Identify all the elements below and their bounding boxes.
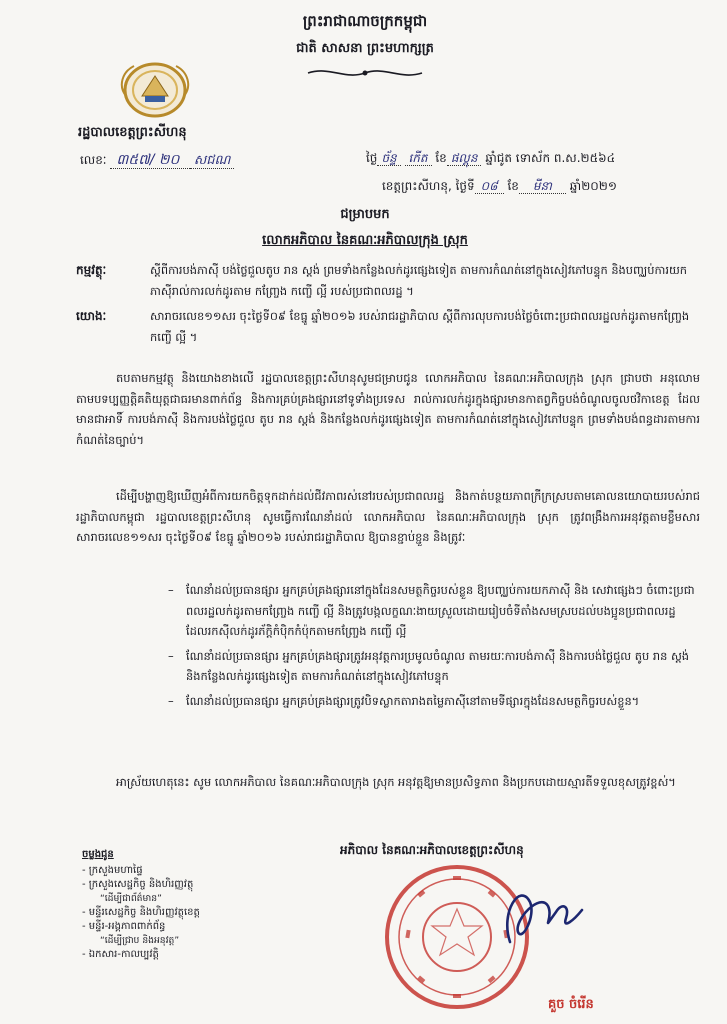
body-paragraph-2: ដើម្បីបង្ហាញឱ្យឃើញអំពីការយកចិត្តទុកដាក់ដល់ជីវភាពរស់នៅរបស់ប្រជាពលរដ្ឋ និងកាត់បន្ថយភាពក្រីក្រស្របតាមគោលនយោបាយរបស់រាជរដ្ឋាភិបាលកម្ពុជា រដ្ឋបាលខេត្តព្រះសីហនុ សូមធ្វើការណែនាំដល់ លោកអភិបាល នៃគណៈអភិបាលក្រុង ស្រុក ត្រូវពង្រឹងការអនុវត្តតាមខ្លឹមសារសារាចរលេខ១១សរ ចុះថ្ងៃទី០៩ ខែធ្នូ ឆ្នាំ២០១៦ របស់រាជរដ្ឋាភិបាល ឱ្យបានខ្ជាប់ខ្ជួន និងត្រូវៈ: [76, 489, 700, 544]
reference-text: សារាចរលេខ១១សរ ចុះថ្ងៃទី០៩ ខែធ្នូ ឆ្នាំ២០១៦ របស់រាជរដ្ឋាភិបាល ស្តីពីការលុបការបង់ថ្លៃចំពោះប្រជាពលរដ្ឋលក់ដូរតាមកញ្ច្រែង កញ្ចើ ល្អី ។: [150, 309, 690, 344]
national-motto: ជាតិ សាសនា ព្រះមហាក្សត្រ: [296, 41, 434, 56]
kingdom-title: ព្រះរាជាណាចក្រកម្ពុជា: [302, 12, 428, 30]
reference-number: [80, 150, 234, 171]
copies-title: ចម្លងជូន: [82, 849, 114, 860]
reference-value: ៣៥៧/ ២០: [110, 152, 189, 169]
lunar-day: ច័ន្ទ: [377, 151, 400, 166]
solar-date-line: ខេត្តព្រះសីហនុ, ថ្ងៃទី ០៨ ខែ មីនា ឆ្នាំ២០២១: [382, 179, 617, 193]
list-item: – ណែនាំដល់ប្រធានផ្សារ អ្នកគ្រប់គ្រងផ្សារត្រូវបិទស្លាកតារាងតម្លៃភាស៊ីនៅតាមទីផ្សារក្នុងដែនសមត្ថកិច្ចរបស់ខ្លួន។: [168, 693, 640, 708]
list-item-note: “ដើម្បីជាព័ត៌មាន”: [100, 893, 162, 904]
lunar-date-line: ថ្ងៃ ច័ន្ទ កើត ខែ ផល្គុន ឆ្នាំជូត ទោស័ក ព.ស.២៥៦៤: [366, 151, 616, 165]
solar-month: មីនា: [519, 179, 566, 194]
instruction-list: [168, 580, 698, 711]
provincial-emblem-icon: [112, 56, 198, 120]
closing-paragraph: អាស្រ័យហេតុនេះ សូម លោកអភិបាល នៃគណៈអភិបាលក្រុង ស្រុក អនុវត្តឱ្យមានប្រសិទ្ធភាព និងប្រកបដោយស្មារតីទទួលខុសត្រូវខ្ពស់។: [116, 775, 676, 789]
lunar-phase: កើត: [405, 151, 432, 166]
reference-suffix: សជណ: [190, 153, 235, 169]
subject-label: កម្មវត្ថុៈ: [76, 263, 107, 277]
list-item: - មន្ទីរសេដ្ឋកិច្ច និងហិរញ្ញវត្ថុខេត្ត: [82, 907, 200, 918]
copies-block: [82, 848, 252, 962]
list-item: - ក្រសួងមហាផ្ទៃ: [82, 865, 143, 876]
signatory-name: គួច ចំរើន: [548, 997, 594, 1012]
issuing-authority: រដ្ឋបាលខេត្តព្រះសីហនុ: [78, 125, 187, 140]
salutation-heading: ជម្រាបមក: [340, 207, 390, 222]
lunar-month: ផល្គុន: [447, 151, 482, 166]
list-item: – ណែនាំដល់ប្រធានផ្សារ អ្នកគ្រប់គ្រងផ្សារត្រូវអនុវត្តការប្រមូលចំណូល តាមរយៈការបង់ភាស៊ី និងការបង់ថ្លៃជួល តូប រាន ស្តង់ និងកន្លែងលក់ដូរផ្សេងទៀត តាមការកំណត់នៅក្នុងសៀវភៅបន្ទុក: [168, 648, 690, 683]
subject-text: ស្តីពីការបង់ភាស៊ី បង់ថ្លៃជួលតូប រាន ស្តង់ ព្រមទាំងកន្លែងលក់ដូរផ្សេងទៀត តាមការកំណត់នៅក្នុងសៀវភៅបន្ទុក និងបញ្ឈប់ការយកភាស៊ីរាល់ការលក់ដូរតាម កញ្ច្រែង កញ្ចើ ល្អី របស់ប្រជាពលរដ្ឋ ។: [150, 263, 688, 298]
reference-label: លេខៈ: [80, 153, 107, 167]
list-item: – ណែនាំដល់ប្រធានផ្សារ អ្នកគ្រប់គ្រងផ្សារនៅក្នុងដែនសមត្ថកិច្ចរបស់ខ្លួន ឱ្យបញ្ឈប់ការយកភាស៊ី និង សេវាផ្សេងៗ ចំពោះប្រជាពលរដ្ឋលក់ដូរតាមកញ្ច្រែង កញ្ចើ ល្អី និងត្រូវបង្កលក្ខណៈងាយស្រួលដោយរៀបចំទីតាំងសមស្របដល់បងប្អូនប្រជាពលរដ្ឋ ដែលរកស៊ីលក់ដូរភ័ក្ដិកំប៉ិកកំប៉ុកតាមកញ្ច្រែង កញ្ចើ ល្អី: [168, 583, 695, 638]
solar-day: ០៨: [475, 179, 504, 194]
handwritten-signature-icon: [470, 872, 590, 962]
body-paragraph-1: តបតាមកម្មវត្ថុ និងយោងខាងលើ រដ្ឋបាលខេត្តព្រះសីហនុសូមជម្រាបជូន លោកអភិបាល នៃគណៈអភិបាលក្រុង ស្រុក ជ្រាបថា អនុលោមតាមបទប្បញ្ញត្តិគតិយុត្តជាធរមានពាក់ព័ន្ធ និងការគ្រប់គ្រងផ្សារនៅទូទាំងប្រទេស រាល់ការលក់ដូរក្នុងផ្សារមានកាតព្វកិច្ចបង់ចំណូលចូលថវិកាខេត្ត ដែលមានជាអាទិ៍ ការបង់ភាស៊ី និងការបង់ថ្លៃជួល តូប រាន ស្តង់ និងកន្លែងលក់ដូរផ្សេងទៀត តាមការកំណត់នៅក្នុងសៀវភៅបន្ទុក ព្រមទាំងបង់ពន្ធដារតាមការកំណត់នៃច្បាប់។: [76, 371, 700, 447]
reference-label-heading: យោងៈ: [76, 309, 107, 323]
list-item: - ក្រសួងសេដ្ឋកិច្ច និងហិរញ្ញវត្ថុ: [82, 879, 194, 890]
list-item: - ឯកសារ-កាលប្បវត្តិ: [82, 949, 159, 960]
signatory-title: អភិបាល នៃគណៈអភិបាលខេត្តព្រះសីហនុ: [340, 843, 524, 857]
motto-ornament: [300, 64, 430, 82]
list-item-note: “ដើម្បីជ្រាប និងអនុវត្ត”: [100, 935, 180, 946]
recipient-name: លោកអភិបាល នៃគណៈអភិបាលក្រុង ស្រុក: [262, 233, 468, 248]
list-item: - មន្ទីរ-អង្គភាពពាក់ព័ន្ធ: [82, 921, 166, 932]
